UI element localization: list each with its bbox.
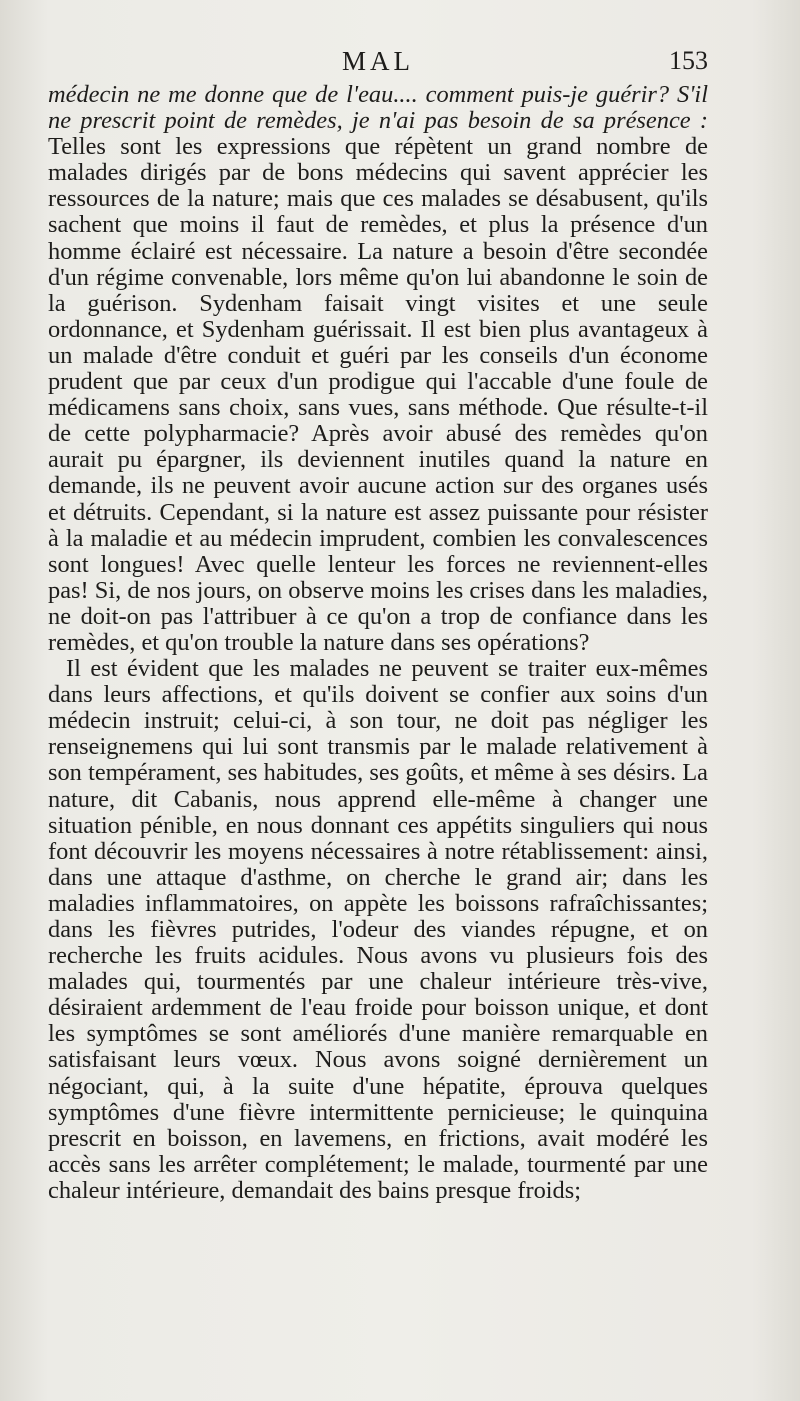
body-text	[48, 82, 708, 1204]
page-header	[48, 46, 708, 82]
running-head: MAL	[342, 46, 414, 76]
paragraph-2: Il est évident que les malades ne peuvent se traiter eux-mêmes dans leurs affections, et qu'ils doivent se confier aux soins d'un médecin instruit; celui-ci, à son tour, ne doit pas négliger les renseignemens qui lui sont transmis par le malade relativement à son tempérament, ses habitudes, ses goûts, et même à ses désirs. La nature, dit Cabanis, nous apprend elle-même à changer une situation pénible, en nous donnant ces appétits singuliers qui nous font découvrir les moyens nécessaires à notre rétablissement: ainsi, dans une attaque d'asthme, on cherche le grand air; dans les maladies inflammatoires, on appète les boissons rafraîchissantes; dans les fièvres putrides, l'odeur des viandes répugne, et on recherche les fruits acidules. Nous avons vu plusieurs fois des malades qui, tourmentés par une chaleur intérieure très-vive, désiraient ardemment de l'eau froide pour boisson unique, et dont les symptômes se sont améliorés d'une manière remarquable en satisfaisant leurs vœux. Nous avons soigné dernièrement un négociant, qui, à la suite d'une hépatite, éprouva quelques symptômes d'une fièvre intermittente pernicieuse; le quinquina prescrit en boisson, en lavemens, en frictions, avait modéré les accès sans les arrêter complétement; le malade, tourmenté par une chaleur intérieure, demandait des bains presque froids;	[48, 655, 708, 1204]
page-number: 153	[669, 46, 708, 75]
italic-quote: médecin ne me donne que de l'eau.... comment puis-je guérir? S'il ne prescrit point de remèdes, je n'ai pas besoin de sa présence :	[48, 81, 708, 135]
paragraph-1	[48, 82, 708, 656]
paragraph-1-text: Telles sont les expressions que répètent un grand nombre de malades dirigés par de bons médecins qui savent apprécier les ressources de la nature; mais que ces malades se désabusent, qu'ils sachent que moins il faut de remèdes, et plus la présence d'un homme éclairé est nécessaire. La nature a besoin d'être secondée d'un régime convenable, lors même qu'on lui abandonne le soin de la guérison. Sydenham faisait vingt visites et une seule ordonnance, et Sydenham guérissait. Il est bien plus avantageux à un malade d'être conduit et guéri par les conseils d'un économe prudent que par ceux d'un prodigue qui l'accable d'une foule de médicamens sans choix, sans vues, sans méthode. Que résulte-t-il de cette polypharmacie? Après avoir abusé des remèdes qu'on aurait pu épargner, ils deviennent inutiles quand la nature en demande, ils ne peuvent avoir aucune action sur des organes usés et détruits. Cependant, si la nature est assez puissante pour résister à la maladie et au médecin imprudent, combien les convalescences sont longues! Avec quelle lenteur les forces ne reviennent-elles pas! Si, de nos jours, on observe moins les crises dans les maladies, ne doit-on pas l'attribuer à ce qu'on a trop de confiance dans les remèdes, et qu'on trouble la nature dans ses opérations?	[48, 133, 708, 656]
